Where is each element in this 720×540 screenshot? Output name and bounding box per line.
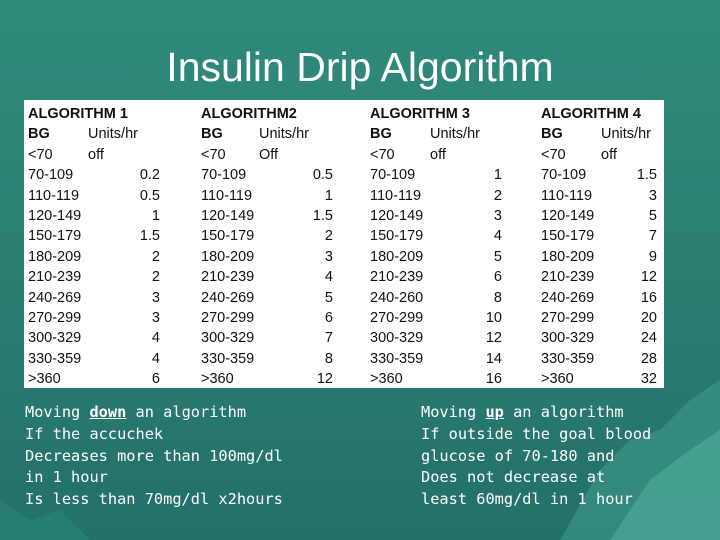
units-value: 2 (324, 228, 333, 245)
table-row (24, 308, 160, 328)
units-value: 6 (324, 309, 333, 326)
column-header-row (24, 124, 160, 144)
table-row (24, 165, 160, 185)
bg-range: 120-149 (541, 207, 595, 224)
bg-range: 180-209 (28, 248, 82, 265)
table-row (366, 206, 502, 226)
algorithm-name (537, 104, 657, 124)
table-row (366, 247, 502, 267)
units-value: 5 (324, 289, 333, 306)
units-value: 1 (151, 207, 160, 224)
table-row (366, 369, 502, 389)
moving-down-line: Decreases more than 100mg/dl (25, 446, 283, 465)
units-value: 2 (151, 269, 160, 286)
units-value: 12 (485, 330, 502, 347)
bg-range: >360 (370, 371, 403, 388)
table-row (197, 349, 333, 369)
bg-header: BG (370, 126, 392, 143)
units-value: 4 (151, 350, 160, 367)
bg-range: 110-119 (370, 187, 422, 204)
table-row (197, 288, 333, 308)
algorithm-name-text: ALGORITHM2 (201, 106, 297, 122)
moving-up-keyword: up (485, 403, 504, 421)
bg-range: 210-239 (201, 269, 255, 286)
units-value: 5 (648, 207, 657, 224)
table-row (24, 288, 160, 308)
units-value: 5 (493, 248, 502, 265)
table-row (537, 288, 657, 308)
bg-range: 120-149 (201, 207, 255, 224)
column-header-row (537, 124, 657, 144)
bg-range: 70-109 (370, 167, 416, 184)
table-row (537, 349, 657, 369)
units-value: 10 (485, 309, 502, 326)
algorithm-4-column (537, 104, 657, 389)
units-header: Units/hr (601, 126, 651, 143)
bg-range: 210-239 (541, 269, 595, 286)
slide-title: Insulin Drip Algorithm (166, 44, 554, 90)
table-row (366, 308, 502, 328)
table-row (197, 226, 333, 246)
bg-range: 330-359 (28, 350, 82, 367)
algorithm-1-column (24, 104, 160, 389)
moving-up-line: least 60mg/dl in 1 hour (421, 490, 633, 509)
units-value: 6 (151, 371, 160, 388)
bg-range: 270-299 (28, 309, 82, 326)
units-value: 0.2 (139, 167, 160, 184)
bg-range: >360 (201, 371, 234, 388)
bg-range: >360 (28, 371, 61, 388)
bg-range: 210-239 (28, 269, 82, 286)
moving-down-line: Is less than 70mg/dl x2hours (25, 490, 283, 509)
bg-range: 300-329 (201, 330, 255, 347)
moving-down-keyword: down (89, 403, 127, 421)
table-row (537, 328, 657, 348)
units-value: 12 (640, 269, 657, 286)
units-value: off (601, 146, 617, 163)
table-row (197, 186, 333, 206)
algorithm-name-text: ALGORITHM 3 (370, 106, 470, 122)
bg-range: 70-109 (541, 167, 587, 184)
bg-range: >360 (541, 371, 574, 388)
table-row (24, 226, 160, 246)
algorithm-name-text: ALGORITHM 1 (28, 106, 128, 122)
column-header-row (366, 124, 502, 144)
units-value: 3 (151, 289, 160, 306)
units-value: 3 (493, 207, 502, 224)
units-value: 2 (493, 187, 502, 204)
units-value: 20 (640, 309, 657, 326)
units-value: 1.5 (139, 228, 160, 245)
units-value: 32 (640, 371, 657, 388)
table-row (197, 247, 333, 267)
units-value: 7 (324, 330, 333, 347)
bg-range: 270-299 (201, 309, 255, 326)
table-row (24, 206, 160, 226)
bg-range: 240-269 (28, 289, 82, 306)
bg-range: 150-179 (541, 228, 595, 245)
units-value: 1.5 (312, 207, 333, 224)
units-value: 4 (324, 269, 333, 286)
table-row (197, 328, 333, 348)
units-value: 8 (493, 289, 502, 306)
bg-range: 270-299 (370, 309, 424, 326)
moving-up-heading (421, 402, 651, 424)
moving-up-line: Does not decrease at (421, 468, 606, 487)
units-value: 6 (493, 269, 502, 286)
bg-range: 240-260 (370, 289, 424, 306)
bg-header: BG (541, 126, 563, 143)
table-row (537, 247, 657, 267)
moving-down-prefix: Moving (25, 403, 90, 421)
moving-down-line: If the accuchek (25, 424, 164, 443)
table-row (197, 145, 333, 165)
moving-up-line: If outside the goal blood (421, 424, 652, 443)
table-row (24, 247, 160, 267)
table-row (537, 145, 657, 165)
moving-up-note (421, 402, 651, 511)
table-row (197, 308, 333, 328)
units-value: 0.5 (139, 187, 160, 204)
units-value: 24 (640, 330, 657, 347)
units-value: 28 (640, 350, 657, 367)
bg-range: 180-209 (541, 248, 595, 265)
bg-range: <70 (370, 146, 395, 163)
units-value: 7 (648, 228, 657, 245)
units-header: Units/hr (88, 126, 138, 143)
bg-range: 300-329 (541, 330, 595, 347)
moving-down-suffix: an algorithm (126, 403, 247, 421)
bg-range: 110-119 (541, 187, 593, 204)
table-row (24, 186, 160, 206)
bg-range: 240-269 (541, 289, 595, 306)
bg-range: <70 (541, 146, 566, 163)
table-row (366, 186, 502, 206)
table-row (197, 165, 333, 185)
algorithm-name-text: ALGORITHM 4 (541, 106, 641, 122)
moving-up-line: glucose of 70-180 and (421, 446, 615, 465)
table-row (366, 165, 502, 185)
table-row (366, 145, 502, 165)
bg-range: 180-209 (370, 248, 424, 265)
units-value: 12 (316, 371, 333, 388)
table-row (537, 308, 657, 328)
table-row (537, 369, 657, 389)
algorithm-3-column (366, 104, 502, 389)
table-row (366, 226, 502, 246)
algorithm-name (366, 104, 502, 124)
bg-range: 300-329 (28, 330, 82, 347)
table-row (366, 288, 502, 308)
bg-range: 330-359 (541, 350, 595, 367)
table-row (24, 267, 160, 287)
units-value: 3 (648, 187, 657, 204)
table-row (537, 226, 657, 246)
table-row (537, 206, 657, 226)
units-value: 3 (324, 248, 333, 265)
bg-header: BG (28, 126, 50, 143)
bg-range: 120-149 (28, 207, 82, 224)
units-value: 16 (640, 289, 657, 306)
bg-range: 150-179 (201, 228, 255, 245)
units-value: 1 (324, 187, 333, 204)
algorithm-name (197, 104, 333, 124)
bg-range: 330-359 (370, 350, 424, 367)
bg-range: 150-179 (28, 228, 82, 245)
units-value: 14 (485, 350, 502, 367)
units-value: 8 (324, 350, 333, 367)
moving-up-prefix: Moving (421, 403, 486, 421)
units-value: 2 (151, 248, 160, 265)
moving-down-heading (25, 402, 283, 424)
units-value: 0.5 (312, 167, 333, 184)
bg-range: 110-119 (201, 187, 253, 204)
units-value: 1 (493, 167, 502, 184)
moving-up-suffix: an algorithm (503, 403, 624, 421)
units-value: off (430, 146, 446, 163)
bg-header: BG (201, 126, 223, 143)
table-row (24, 369, 160, 389)
algorithm-2-column (197, 104, 333, 389)
bg-range: 300-329 (370, 330, 424, 347)
bg-range: 70-109 (201, 167, 247, 184)
bg-range: 110-119 (28, 187, 80, 204)
moving-down-note (25, 402, 283, 511)
bg-range: 180-209 (201, 248, 255, 265)
units-value: 9 (648, 248, 657, 265)
table-row (24, 328, 160, 348)
bg-range: <70 (201, 146, 226, 163)
table-row (197, 369, 333, 389)
bg-range: 330-359 (201, 350, 255, 367)
units-header: Units/hr (259, 126, 309, 143)
bg-range: 270-299 (541, 309, 595, 326)
bg-range: <70 (28, 146, 53, 163)
bg-range: 240-269 (201, 289, 255, 306)
units-value: 16 (485, 371, 502, 388)
table-row (537, 165, 657, 185)
bg-range: 150-179 (370, 228, 424, 245)
table-row (197, 267, 333, 287)
table-row (197, 206, 333, 226)
bg-range: 120-149 (370, 207, 424, 224)
table-row (24, 349, 160, 369)
table-row (537, 267, 657, 287)
units-value: Off (259, 146, 279, 163)
moving-down-line: in 1 hour (25, 468, 108, 487)
bg-range: 210-239 (370, 269, 424, 286)
bg-range: 70-109 (28, 167, 74, 184)
units-header: Units/hr (430, 126, 480, 143)
units-value: 4 (151, 330, 160, 347)
algorithm-name (24, 104, 160, 124)
units-value: 1.5 (636, 167, 657, 184)
column-header-row (197, 124, 333, 144)
table-row (24, 145, 160, 165)
table-row (366, 328, 502, 348)
table-row (537, 186, 657, 206)
units-value: 3 (151, 309, 160, 326)
units-value: off (88, 146, 104, 163)
table-row (366, 349, 502, 369)
units-value: 4 (493, 228, 502, 245)
table-row (366, 267, 502, 287)
